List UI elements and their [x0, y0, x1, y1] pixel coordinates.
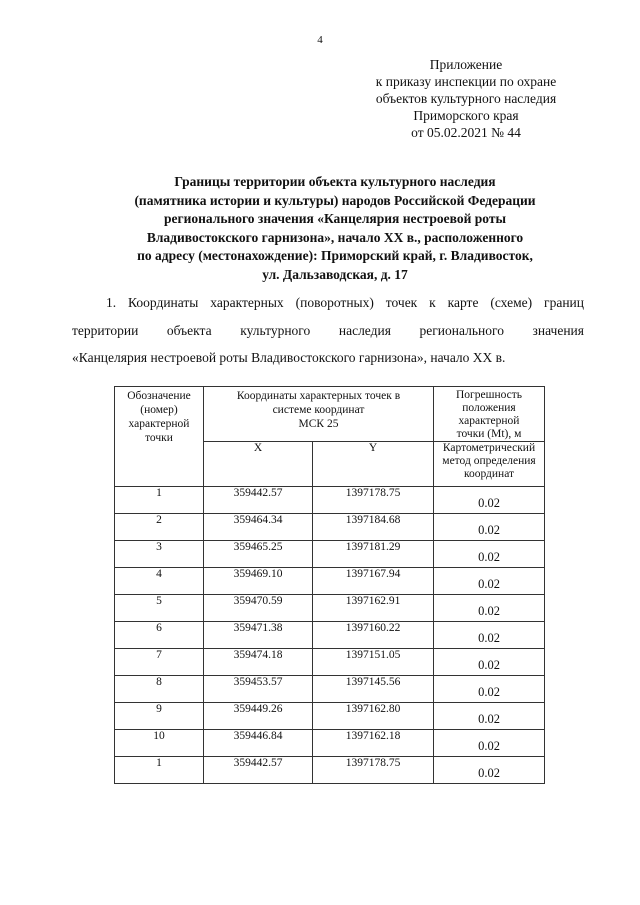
cell-x: 359470.59 — [204, 595, 313, 622]
cell-y: 1397162.18 — [313, 730, 434, 757]
cell-point-number: 6 — [115, 622, 204, 649]
table-row — [115, 676, 545, 703]
cell-x: 359453.57 — [204, 676, 313, 703]
cell-y: 1397160.22 — [313, 622, 434, 649]
table-header-row — [115, 387, 545, 442]
header-text: положения — [462, 402, 516, 414]
cell-error: 0.02 — [434, 757, 545, 784]
header-point-name — [115, 387, 204, 487]
header-method — [434, 442, 545, 487]
table-row — [115, 703, 545, 730]
cell-point-number: 7 — [115, 649, 204, 676]
cell-x: 359442.57 — [204, 487, 313, 514]
title-line: (памятника истории и культуры) народов Российской Федерации — [134, 192, 536, 208]
cell-error: 0.02 — [434, 676, 545, 703]
appendix-block — [350, 56, 582, 141]
header-text: Картометрический — [442, 442, 536, 454]
cell-y: 1397184.68 — [313, 514, 434, 541]
cell-y: 1397162.91 — [313, 595, 434, 622]
cell-point-number: 3 — [115, 541, 204, 568]
cell-point-number: 2 — [115, 514, 204, 541]
header-text: МСК 25 — [298, 418, 339, 430]
appendix-line: Приложение — [429, 57, 503, 72]
header-text: Координаты характерных точек в — [236, 390, 401, 402]
cell-y: 1397162.80 — [313, 703, 434, 730]
title-line: по адресу (местонахождение): Приморский край, г. Владивосток, — [137, 248, 533, 263]
cell-y: 1397151.05 — [313, 649, 434, 676]
header-text: координат — [463, 468, 515, 480]
table-row — [115, 487, 545, 514]
header-text: характерной — [128, 418, 190, 430]
cell-error: 0.02 — [434, 649, 545, 676]
paragraph-line-1: 1. Координаты характерных (поворотных) точек к карте (схеме) границ — [106, 295, 584, 310]
cell-point-number: 1 — [115, 757, 204, 784]
cell-x: 359469.10 — [204, 568, 313, 595]
header-text: Обозначение — [127, 390, 191, 402]
header-text: характерной — [458, 415, 520, 427]
table-row — [115, 541, 545, 568]
appendix-line: Приморского края — [413, 108, 519, 123]
cell-point-number: 5 — [115, 595, 204, 622]
cell-x: 359474.18 — [204, 649, 313, 676]
paragraph-line-3: «Канцелярия нестроевой роты Владивостокского гарнизона», начало XX в. — [72, 350, 506, 365]
title-line: ул. Дальзаводская, д. 17 — [262, 266, 408, 282]
cell-x: 359446.84 — [204, 730, 313, 757]
header-error — [434, 387, 545, 442]
title-line: Границы территории объекта культурного наследия — [174, 174, 496, 189]
page-number: 4 — [317, 34, 323, 46]
cell-y: 1397178.75 — [313, 757, 434, 784]
cell-x: 359471.38 — [204, 622, 313, 649]
table-row — [115, 730, 545, 757]
header-y: Y — [313, 442, 434, 487]
cell-error: 0.02 — [434, 703, 545, 730]
cell-x: 359465.25 — [204, 541, 313, 568]
table-row — [115, 514, 545, 541]
cell-point-number: 9 — [115, 703, 204, 730]
header-text: метод определения — [442, 455, 536, 467]
cell-y: 1397167.94 — [313, 568, 434, 595]
cell-y: 1397178.75 — [313, 487, 434, 514]
header-text: точки — [145, 432, 173, 444]
title-line: Владивостокского гарнизона», начало XX в., расположенного — [146, 229, 524, 245]
appendix-line: к приказу инспекции по охране — [375, 74, 557, 89]
cell-error: 0.02 — [434, 487, 545, 514]
paragraph-line-2: территории объекта культурного наследия регионального значения — [72, 323, 584, 338]
table-body — [115, 487, 545, 784]
header-text: Погрешность — [455, 389, 523, 401]
coordinates-table — [114, 386, 545, 784]
table-row — [115, 649, 545, 676]
cell-point-number: 10 — [115, 730, 204, 757]
cell-error: 0.02 — [434, 568, 545, 595]
appendix-line: от 05.02.2021 № 44 — [411, 125, 521, 140]
cell-point-number: 4 — [115, 568, 204, 595]
cell-error: 0.02 — [434, 730, 545, 757]
header-text: точки (Mt), м — [456, 428, 522, 440]
cell-error: 0.02 — [434, 514, 545, 541]
header-text: (номер) — [140, 404, 178, 416]
table-row — [115, 595, 545, 622]
cell-point-number: 8 — [115, 676, 204, 703]
table-row — [115, 757, 545, 784]
header-text: системе координат — [272, 404, 365, 416]
cell-y: 1397181.29 — [313, 541, 434, 568]
appendix-line: объектов культурного наследия — [375, 91, 557, 106]
cell-error: 0.02 — [434, 595, 545, 622]
cell-point-number: 1 — [115, 487, 204, 514]
title-line: регионального значения «Канцелярия нестроевой роты — [163, 211, 507, 226]
table-row — [115, 568, 545, 595]
cell-error: 0.02 — [434, 622, 545, 649]
cell-x: 359442.57 — [204, 757, 313, 784]
table-row — [115, 622, 545, 649]
cell-x: 359449.26 — [204, 703, 313, 730]
document-title — [90, 173, 580, 284]
header-coordinates — [204, 387, 434, 442]
cell-y: 1397145.56 — [313, 676, 434, 703]
cell-error: 0.02 — [434, 541, 545, 568]
header-x: X — [204, 442, 313, 487]
cell-x: 359464.34 — [204, 514, 313, 541]
